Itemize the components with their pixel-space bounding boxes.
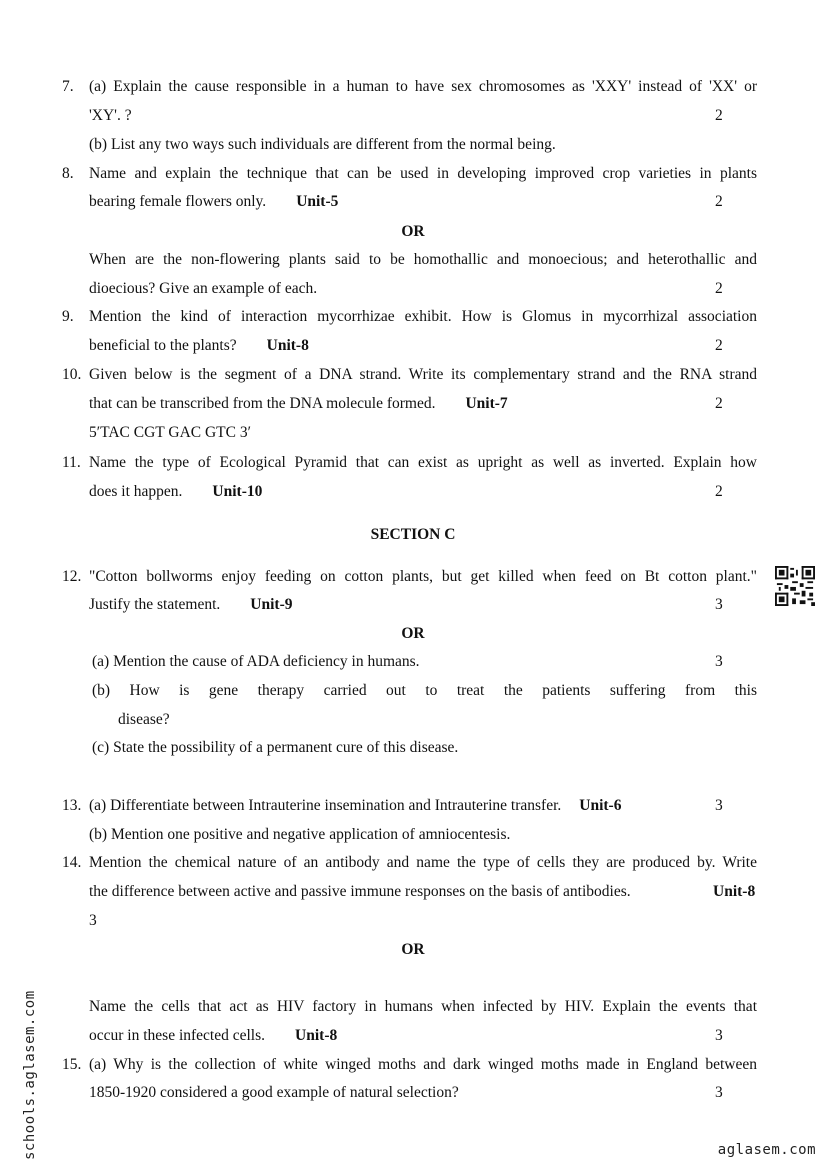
q14-alt-marks: 3 [715, 1027, 723, 1044]
q10-sequence: 5′TAC CGT GAC GTC 3′ [89, 424, 251, 441]
q11-line2: does it happen. Unit-10 [89, 483, 263, 500]
q8-alt-line1: When are the non-flowering plants said to be homothallic and monoecious; and heterothallic and [89, 251, 757, 268]
q12-alt-a: (a) Mention the cause of ADA deficiency in humans. [92, 653, 420, 670]
q12-or: OR [401, 625, 425, 642]
q13-b-line: (b) Mention one positive and negative application of amniocentesis. [89, 826, 511, 843]
q14-line1: Mention the chemical nature of an antibody and name the type of cells they are produced by. Write [89, 854, 757, 871]
q10-line1: Given below is the segment of a DNA strand. Write its complementary strand and the RNA strand [89, 366, 757, 383]
q11-number: 11. [62, 454, 81, 471]
q14-line2: the difference between active and passive immune responses on the basis of antibodies. [89, 883, 631, 900]
q8-line1: Name and explain the technique that can be used in developing improved crop varieties in plants [89, 165, 757, 182]
q10-number: 10. [62, 366, 82, 383]
q15-number: 15. [62, 1056, 82, 1073]
q7-number: 7. [62, 78, 74, 95]
q9-line1: Mention the kind of interaction mycorrhizae exhibit. How is Glomus in mycorrhizal association [89, 308, 757, 325]
q8-alt-marks: 2 [715, 280, 723, 297]
q10-line2: that can be transcribed from the DNA molecule formed. Unit-7 [89, 395, 508, 412]
q11-marks: 2 [715, 483, 723, 500]
q14-or: OR [401, 941, 425, 958]
q15-line1: (a) Why is the collection of white winged moths and dark winged moths made in England between [89, 1056, 757, 1073]
q10-unit: Unit-7 [465, 395, 508, 412]
q7-a-line2: 'XY'. ? [89, 107, 132, 124]
q11-line1: Name the type of Ecological Pyramid that can exist as upright as well as inverted. Explain how [89, 454, 757, 471]
q12-alt-b-line1: (b) How is gene therapy carried out to treat the patients suffering from this [92, 682, 757, 699]
q12-number: 12. [62, 568, 82, 585]
q14-unit: Unit-8 [713, 883, 756, 900]
section-c-heading: SECTION C [370, 526, 456, 543]
q9-number: 9. [62, 308, 74, 325]
q13-unit: Unit-6 [579, 797, 622, 814]
q10-marks: 2 [715, 395, 723, 412]
qr-code-icon [775, 566, 815, 606]
q15-marks: 3 [715, 1084, 723, 1101]
q9-line2: beneficial to the plants? Unit-8 [89, 337, 309, 354]
q15-line2: 1850-1920 considered a good example of natural selection? [89, 1084, 459, 1101]
q8-alt-line2: dioecious? Give an example of each. [89, 280, 318, 297]
q8-number: 8. [62, 165, 74, 182]
footer-watermark: aglasem.com [717, 1142, 816, 1158]
q12-alt-marks: 3 [715, 653, 723, 670]
q13-marks: 3 [715, 797, 723, 814]
q12-alt-c: (c) State the possibility of a permanent cure of this disease. [92, 739, 459, 756]
q8-line2: bearing female flowers only. Unit-5 [89, 193, 339, 210]
q12-alt-b-line2: disease? [118, 711, 170, 728]
q13-number: 13. [62, 797, 82, 814]
q8-marks: 2 [715, 193, 723, 210]
q13-a-line: (a) Differentiate between Intrauterine insemination and Intrauterine transfer. Unit-6 [89, 797, 622, 814]
q9-marks: 2 [715, 337, 723, 354]
q12-unit: Unit-9 [250, 596, 293, 613]
q14-marks: 3 [89, 912, 97, 929]
side-watermark: schools.aglasem.com [22, 990, 38, 1160]
q14-alt-line1: Name the cells that act as HIV factory in humans when infected by HIV. Explain the events that [89, 998, 757, 1015]
q7-a-line1: (a) Explain the cause responsible in a human to have sex chromosomes as 'XXY' instead of 'XX' or [89, 78, 757, 95]
q14-alt-unit: Unit-8 [295, 1027, 338, 1044]
q9-unit: Unit-8 [266, 337, 309, 354]
q14-alt-line2: occur in these infected cells. Unit-8 [89, 1027, 338, 1044]
q12-marks: 3 [715, 596, 723, 613]
q8-unit: Unit-5 [296, 193, 339, 210]
q14-number: 14. [62, 854, 82, 871]
q7-marks: 2 [715, 107, 723, 124]
q11-unit: Unit-10 [212, 483, 263, 500]
q12-line2: Justify the statement. Unit-9 [89, 596, 293, 613]
q7-b-line: (b) List any two ways such individuals are different from the normal being. [89, 136, 556, 153]
q8-or: OR [401, 223, 425, 240]
q12-line1: "Cotton bollworms enjoy feeding on cotton plants, but get killed when feed on Bt cotton plant." [89, 568, 757, 585]
